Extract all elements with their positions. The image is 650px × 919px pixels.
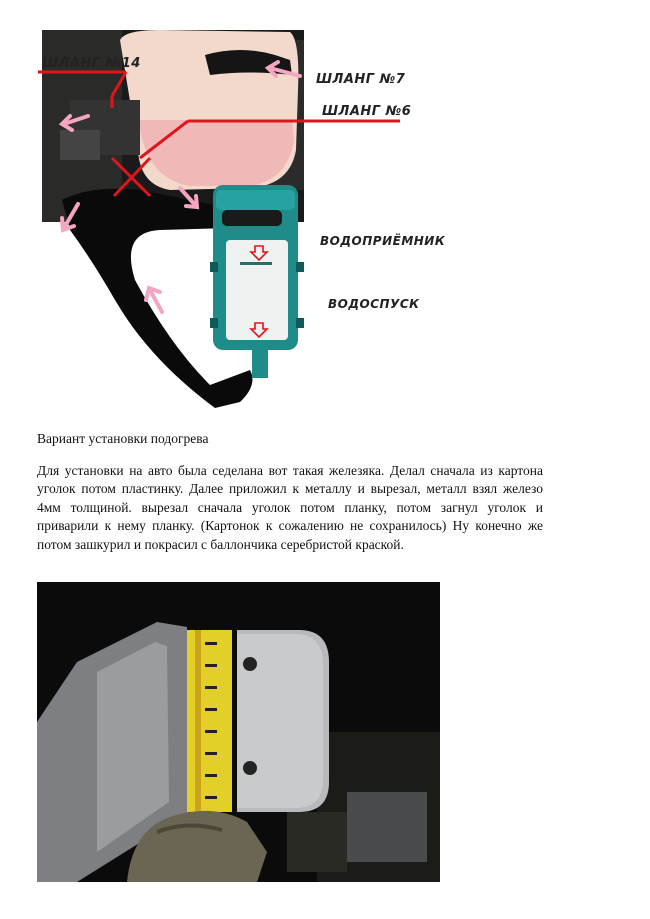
heater-installation-figure — [0, 0, 650, 410]
figure-caption: Вариант установки подогрева — [37, 431, 209, 446]
label-hose-14: ШЛАНГ №14 — [42, 56, 141, 71]
label-hose-6: ШЛАНГ №6 — [322, 104, 412, 119]
bracket-photo — [37, 582, 440, 882]
label-hose-7: ШЛАНГ №7 — [316, 72, 406, 87]
bracket-photo-image — [37, 582, 440, 882]
body-paragraph: Для установки на авто была седелана вот такая железяка. Делал сначала из картона уголок потом пластинку. Далее приложил к металлу и вырезал, металл взял железо 4мм толщиной. вырезал сначала уголок потом планку, потом загнул уголок и приварили к нему планку. (Картонок к сожалению не сохранилось) Ну конечно же потом зашкурил и покрасил с баллончика серебристой краской. — [37, 463, 543, 552]
label-water-drain: ВОДОСПУСК — [328, 297, 420, 311]
label-water-intake: ВОДОПРИЁМНИК — [320, 234, 446, 248]
